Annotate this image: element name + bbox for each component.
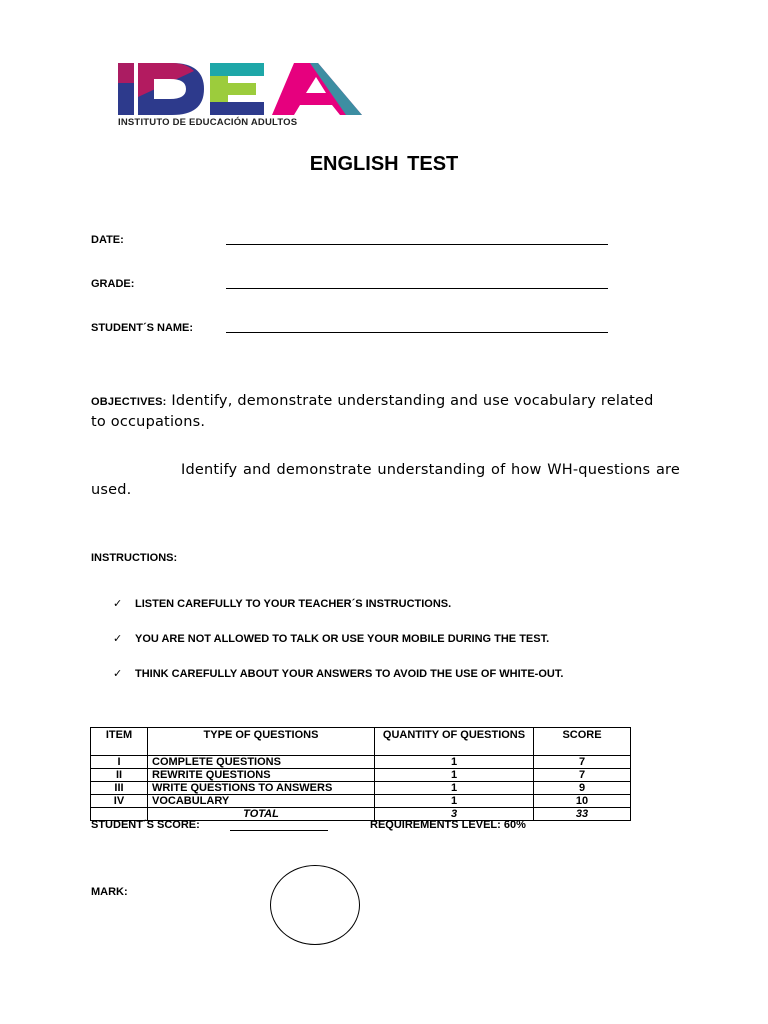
header-quantity: QUANTITY OF QUESTIONS xyxy=(375,728,534,756)
requirements-level: REQUIREMENTS LEVEL: 60% xyxy=(370,819,526,831)
student-score-field[interactable] xyxy=(230,830,328,831)
total-score: 33 xyxy=(534,808,631,821)
header-type: TYPE OF QUESTIONS xyxy=(148,728,375,756)
cell-quantity: 1 xyxy=(375,769,534,782)
cell-type: REWRITE QUESTIONS xyxy=(148,769,375,782)
table-row xyxy=(91,782,631,795)
table-row xyxy=(91,795,631,808)
objective-2: Identify and demonstrate understanding of how WH-questions are used. xyxy=(91,462,680,498)
cell-type: COMPLETE QUESTIONS xyxy=(148,756,375,769)
header-item: ITEM xyxy=(91,728,148,756)
table-row xyxy=(91,756,631,769)
cell-type: WRITE QUESTIONS TO ANSWERS xyxy=(148,782,375,795)
instruction-item xyxy=(113,632,549,645)
date-label: DATE: xyxy=(91,234,124,246)
idea-logo xyxy=(114,57,366,131)
objectives-paragraph xyxy=(91,391,671,432)
mark-circle[interactable] xyxy=(270,865,360,945)
cell-type: VOCABULARY xyxy=(148,795,375,808)
student-score-label: STUDENT´S SCORE: xyxy=(91,819,200,831)
page-title: ENGLISH TEST xyxy=(309,153,459,175)
check-icon: ✓ xyxy=(113,597,123,610)
grade-label: GRADE: xyxy=(91,278,135,290)
cell-quantity: 1 xyxy=(375,782,534,795)
cell-item: III xyxy=(91,782,148,795)
objectives-label: OBJECTIVES: xyxy=(91,396,167,408)
date-field[interactable] xyxy=(226,244,608,245)
cell-item: II xyxy=(91,769,148,782)
table-header-row xyxy=(91,728,631,756)
grade-field[interactable] xyxy=(226,288,608,289)
instructions-label: INSTRUCTIONS: xyxy=(91,552,178,564)
instruction-item xyxy=(113,667,563,680)
cell-item: I xyxy=(91,756,148,769)
score-table xyxy=(90,727,631,821)
table-row xyxy=(91,769,631,782)
objective-1: Identify, demonstrate understanding and use vocabulary related to occupations. xyxy=(91,393,654,430)
check-icon: ✓ xyxy=(113,667,123,680)
cell-quantity: 1 xyxy=(375,795,534,808)
cell-score: 7 xyxy=(534,756,631,769)
instruction-text: THINK CAREFULLY ABOUT YOUR ANSWERS TO AVOID THE USE OF WHITE-OUT. xyxy=(135,668,564,680)
instruction-item xyxy=(113,597,451,610)
cell-item: IV xyxy=(91,795,148,808)
cell-quantity: 1 xyxy=(375,756,534,769)
cell-score: 7 xyxy=(534,769,631,782)
idea-logo-mark xyxy=(114,57,366,115)
check-icon: ✓ xyxy=(113,632,123,645)
total-label: TOTAL xyxy=(148,808,375,821)
cell-score: 9 xyxy=(534,782,631,795)
logo-subtitle: INSTITUTO DE EDUCACIÓN ADULTOS xyxy=(118,117,298,128)
student-name-field[interactable] xyxy=(226,332,608,333)
instruction-text: YOU ARE NOT ALLOWED TO TALK OR USE YOUR MOBILE DURING THE TEST. xyxy=(135,633,550,645)
instruction-text: LISTEN CAREFULLY TO YOUR TEACHER´S INSTRUCTIONS. xyxy=(135,598,452,610)
header-score: SCORE xyxy=(534,728,631,756)
cell-score: 10 xyxy=(534,795,631,808)
total-quantity: 3 xyxy=(375,808,534,821)
mark-label: MARK: xyxy=(91,886,128,898)
student-name-label: STUDENT´S NAME: xyxy=(91,322,194,334)
